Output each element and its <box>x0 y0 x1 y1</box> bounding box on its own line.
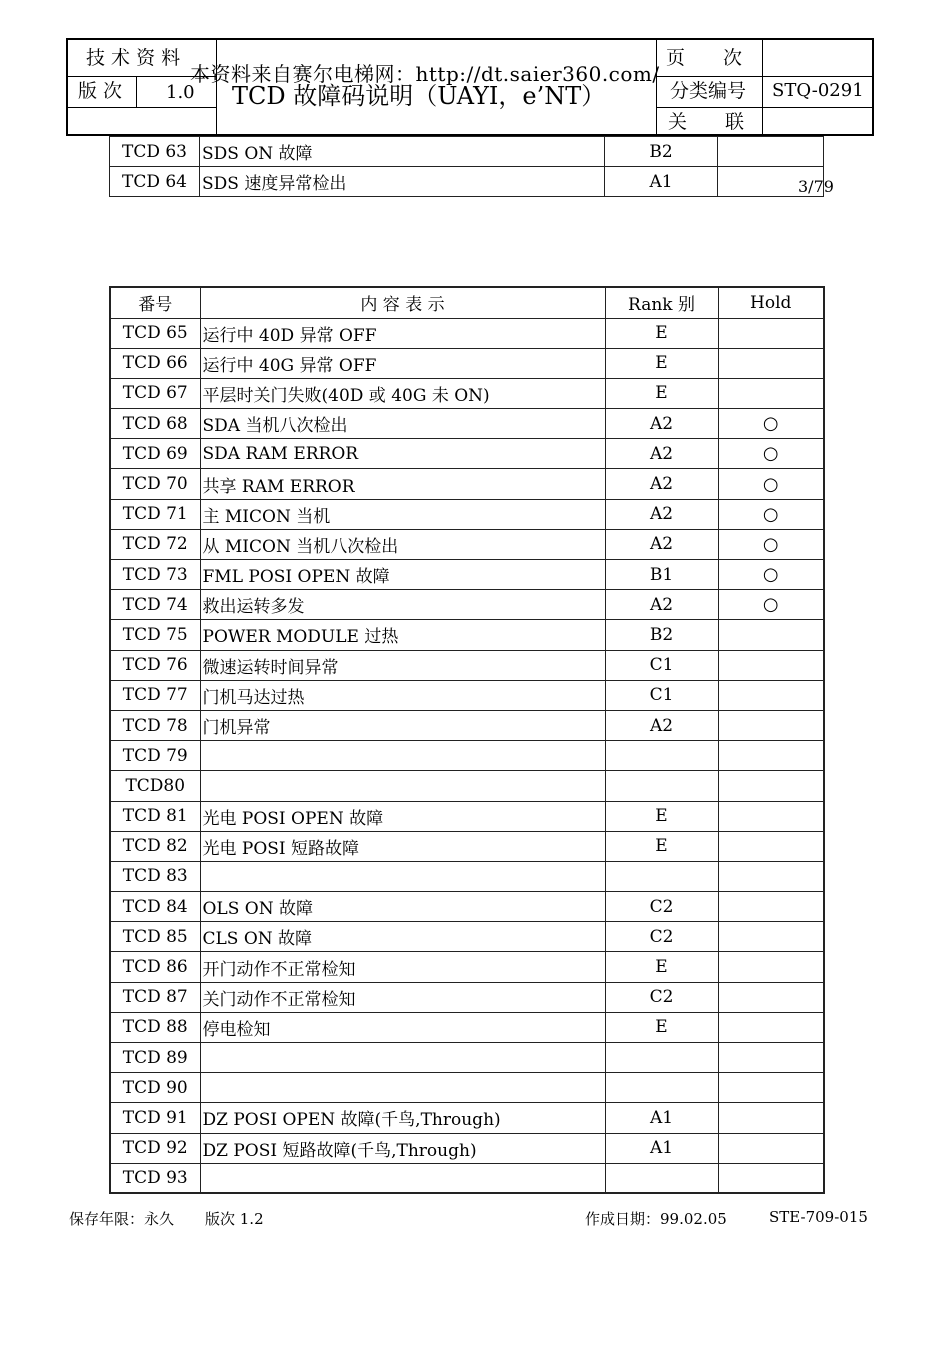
row-code: TCD 90 <box>110 1073 200 1103</box>
row-hold <box>718 1073 824 1103</box>
table-row <box>110 861 824 891</box>
row-hold <box>718 952 824 982</box>
row-hold <box>718 1103 824 1133</box>
table-row <box>110 831 824 861</box>
source-watermark: 本资料来自赛尔电梯网：http://dt.saier360.com/ <box>190 62 660 86</box>
row-hold <box>718 650 824 680</box>
row-hold <box>718 710 824 740</box>
row-hold: ○ <box>718 499 824 529</box>
row-rank: A2 <box>605 439 718 469</box>
row-rank: A2 <box>605 469 718 499</box>
row-code: TCD 74 <box>110 590 200 620</box>
row-description: 光电 POSI OPEN 故障 <box>200 801 605 831</box>
row-code: TCD 65 <box>110 318 200 348</box>
row-description: 关门动作不正常检知 <box>200 982 605 1012</box>
row-hold <box>718 318 824 348</box>
row-code: TCD 81 <box>110 801 200 831</box>
row-code: TCD 77 <box>110 680 200 710</box>
table-row <box>110 529 824 559</box>
row-rank: B2 <box>605 620 718 650</box>
row-code: TCD 71 <box>110 499 200 529</box>
row-rank: A2 <box>605 499 718 529</box>
row-rank: E <box>605 348 718 378</box>
row-description: DZ POSI OPEN 故障(千鸟,Through) <box>200 1103 605 1133</box>
row-description <box>200 861 605 891</box>
row-description: 运行中 40G 异常 OFF <box>200 348 605 378</box>
row-code: TCD 91 <box>110 1103 200 1133</box>
row-code: TCD 69 <box>110 439 200 469</box>
document-title: TCD 故障码说明（UAYI，e’NT） <box>232 82 606 110</box>
related-label: 关 联 <box>668 111 745 133</box>
table-row <box>110 1163 824 1193</box>
table-row <box>110 560 824 590</box>
table-row <box>110 680 824 710</box>
footer-doc-code: STE-709-015 <box>769 1208 868 1226</box>
row-rank: E <box>605 1012 718 1042</box>
table-row <box>110 167 824 197</box>
row-rank: A1 <box>605 1103 718 1133</box>
footer-created-date: 作成日期：99.02.05 <box>585 1210 727 1228</box>
row-code: TCD 76 <box>110 650 200 680</box>
row-hold <box>718 831 824 861</box>
row-description: 光电 POSI 短路故障 <box>200 831 605 861</box>
table-row <box>110 1073 824 1103</box>
row-code: TCD 92 <box>110 1133 200 1163</box>
row-description: 停电检知 <box>200 1012 605 1042</box>
row-code: TCD80 <box>110 771 200 801</box>
row-description <box>200 771 605 801</box>
row-rank: A2 <box>605 710 718 740</box>
table-row <box>110 469 824 499</box>
row-description: 平层时关门失败(40D 或 40G 未 ON) <box>200 378 605 408</box>
row-code: TCD 70 <box>110 469 200 499</box>
row-hold: ○ <box>718 439 824 469</box>
table-row <box>110 710 824 740</box>
table-row <box>110 1133 824 1163</box>
row-description: POWER MODULE 过热 <box>200 620 605 650</box>
row-hold <box>718 982 824 1012</box>
row-hold <box>718 801 824 831</box>
row-code: TCD 63 <box>110 137 200 167</box>
header-description: 内 容 表 示 <box>200 287 605 318</box>
table-row <box>110 1043 824 1073</box>
row-description: DZ POSI 短路故障(千鸟,Through) <box>200 1133 605 1163</box>
row-rank: C2 <box>605 892 718 922</box>
row-hold <box>718 680 824 710</box>
row-rank: A2 <box>605 409 718 439</box>
row-description: 开门动作不正常检知 <box>200 952 605 982</box>
row-rank: E <box>605 318 718 348</box>
table-row <box>110 801 824 831</box>
table-row <box>110 892 824 922</box>
row-code: TCD 75 <box>110 620 200 650</box>
row-rank: C1 <box>605 650 718 680</box>
row-rank: A2 <box>605 590 718 620</box>
row-code: TCD 85 <box>110 922 200 952</box>
row-code: TCD 72 <box>110 529 200 559</box>
row-code: TCD 79 <box>110 741 200 771</box>
row-description: 主 MICON 当机 <box>200 499 605 529</box>
row-hold <box>718 922 824 952</box>
table-row <box>110 741 824 771</box>
row-rank <box>605 1043 718 1073</box>
row-rank: B2 <box>605 137 718 167</box>
row-description: SDA 当机八次检出 <box>200 409 605 439</box>
footer-retention: 保存年限：永久 <box>69 1210 175 1228</box>
row-rank: C2 <box>605 982 718 1012</box>
row-rank: E <box>605 378 718 408</box>
row-description: 门机异常 <box>200 710 605 740</box>
header-hold: Hold <box>718 287 824 318</box>
header-rank: Rank 别 <box>605 287 718 318</box>
row-description: FML POSI OPEN 故障 <box>200 560 605 590</box>
row-rank: C2 <box>605 922 718 952</box>
row-hold <box>718 771 824 801</box>
header-code: 番号 <box>110 287 200 318</box>
row-hold: ○ <box>718 469 824 499</box>
table-row <box>110 771 824 801</box>
row-code: TCD 78 <box>110 710 200 740</box>
table-row <box>110 650 824 680</box>
row-code: TCD 73 <box>110 560 200 590</box>
row-rank <box>605 1073 718 1103</box>
page-number: 3/79 <box>798 177 834 196</box>
row-hold: ○ <box>718 590 824 620</box>
row-hold <box>718 1133 824 1163</box>
tcd-code-table <box>109 286 825 1194</box>
row-code: TCD 64 <box>110 167 200 197</box>
table-row <box>110 137 824 167</box>
row-rank <box>605 771 718 801</box>
table-row <box>110 922 824 952</box>
table-row <box>110 378 824 408</box>
row-description: SDA RAM ERROR <box>200 439 605 469</box>
row-rank <box>605 861 718 891</box>
row-hold <box>718 137 824 167</box>
row-hold <box>718 1163 824 1193</box>
row-description: 救出运转多发 <box>200 590 605 620</box>
row-rank <box>605 1163 718 1193</box>
row-code: TCD 84 <box>110 892 200 922</box>
category-value: STQ-0291 <box>772 80 864 101</box>
row-description: SDS 速度异常检出 <box>200 167 605 197</box>
row-hold: ○ <box>718 409 824 439</box>
table-row <box>110 439 824 469</box>
row-description: 微速运转时间异常 <box>200 650 605 680</box>
row-rank: E <box>605 952 718 982</box>
table-row <box>110 620 824 650</box>
table-row <box>110 590 824 620</box>
category-label: 分类编号 <box>670 80 747 102</box>
row-hold: ○ <box>718 560 824 590</box>
row-code: TCD 89 <box>110 1043 200 1073</box>
row-code: TCD 93 <box>110 1163 200 1193</box>
row-code: TCD 68 <box>110 409 200 439</box>
row-code: TCD 83 <box>110 861 200 891</box>
version-label: 版 次 <box>78 80 123 102</box>
row-rank: E <box>605 801 718 831</box>
table-row <box>110 952 824 982</box>
row-hold <box>718 741 824 771</box>
row-description: SDS ON 故障 <box>200 137 605 167</box>
row-code: TCD 86 <box>110 952 200 982</box>
row-hold <box>718 620 824 650</box>
row-code: TCD 66 <box>110 348 200 378</box>
table-row <box>110 982 824 1012</box>
row-description <box>200 1073 605 1103</box>
row-description: CLS ON 故障 <box>200 922 605 952</box>
tech-material-label: 技 术 资 料 <box>86 47 181 69</box>
row-description <box>200 1163 605 1193</box>
row-rank: A1 <box>605 167 718 197</box>
version-value: 1.0 <box>166 82 195 103</box>
row-code: TCD 87 <box>110 982 200 1012</box>
row-hold <box>718 861 824 891</box>
row-hold <box>718 348 824 378</box>
table-row <box>110 318 824 348</box>
row-rank <box>605 741 718 771</box>
row-hold <box>718 892 824 922</box>
row-hold <box>718 1043 824 1073</box>
row-hold: ○ <box>718 529 824 559</box>
row-rank: B1 <box>605 560 718 590</box>
row-description <box>200 1043 605 1073</box>
continuation-table <box>109 136 824 197</box>
row-description <box>200 741 605 771</box>
row-description: 共享 RAM ERROR <box>200 469 605 499</box>
table-row <box>110 1012 824 1042</box>
row-rank: C1 <box>605 680 718 710</box>
footer-version: 版次 1.2 <box>205 1210 264 1228</box>
table-header-row <box>110 287 824 318</box>
table-row <box>110 499 824 529</box>
row-code: TCD 88 <box>110 1012 200 1042</box>
row-code: TCD 67 <box>110 378 200 408</box>
row-hold <box>718 1012 824 1042</box>
table-row <box>110 348 824 378</box>
row-rank: A2 <box>605 529 718 559</box>
row-code: TCD 82 <box>110 831 200 861</box>
table-row <box>110 1103 824 1133</box>
page-label: 页 次 <box>666 47 743 69</box>
row-description: 门机马达过热 <box>200 680 605 710</box>
row-description: 从 MICON 当机八次检出 <box>200 529 605 559</box>
row-description: OLS ON 故障 <box>200 892 605 922</box>
row-description: 运行中 40D 异常 OFF <box>200 318 605 348</box>
row-rank: A1 <box>605 1133 718 1163</box>
row-rank: E <box>605 831 718 861</box>
table-row <box>110 409 824 439</box>
row-hold <box>718 378 824 408</box>
